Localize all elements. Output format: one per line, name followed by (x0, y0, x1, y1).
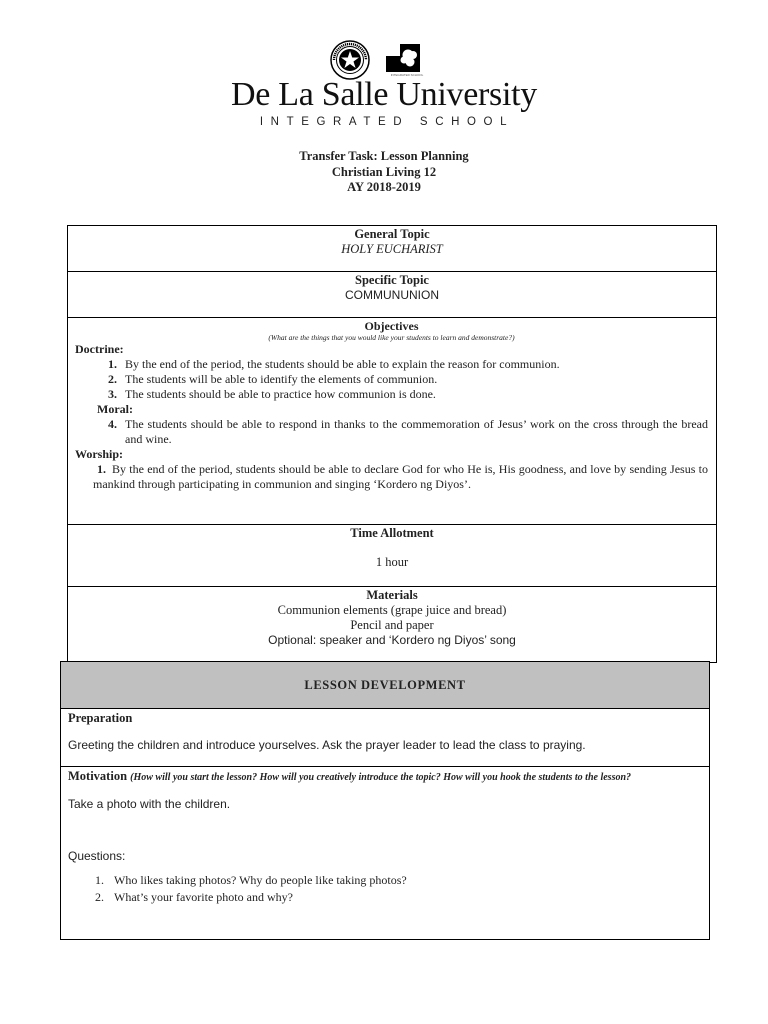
motivation-label: Motivation (68, 769, 128, 783)
general-topic-label: General Topic (354, 227, 430, 241)
mark-caption: INTEGRATED SCHOOL (390, 73, 424, 77)
university-name: De La Salle University (231, 76, 537, 113)
worship-objective (75, 462, 708, 492)
objectives-cell (68, 318, 716, 525)
lesson-plan-table (67, 225, 717, 663)
objective-item (75, 387, 708, 402)
moral-label: Moral: (97, 402, 133, 416)
question-item (68, 872, 702, 889)
title-line-2: Christian Living 12 (331, 164, 437, 179)
materials-label: Materials (366, 588, 418, 602)
objective-number: 2. (108, 372, 117, 386)
school-name: INTEGRATED SCHOOL (259, 116, 515, 128)
general-topic-value: HOLY EUCHARIST (341, 242, 443, 256)
objective-text: The students should be able to practice how communion is done. (125, 387, 436, 401)
objective-number: 1. (108, 357, 117, 371)
preparation-cell (61, 709, 709, 767)
objective-text: By the end of the period, students should be able to declare God for who He is, His goodness, and love by sending Jesus to mankind through participating in communion and singing ‘Kordero ng Diyos’. (93, 462, 708, 491)
university-seal-icon (330, 40, 370, 80)
motivation-text: Take a photo with the children. (68, 797, 231, 811)
title-line-1: Transfer Task: Lesson Planning (299, 149, 469, 163)
document-title (0, 149, 768, 196)
objectives-note: (What are the things that you would like your students to learn and demonstrate?) (268, 333, 515, 342)
time-allotment-cell (68, 526, 716, 587)
objective-text: By the end of the period, the students should be able to explain the reason for communion. (125, 357, 560, 371)
objectives-label: Objectives (364, 319, 419, 333)
worship-label: Worship: (75, 447, 124, 461)
objective-item (75, 357, 708, 372)
question-number: 1. (95, 873, 104, 887)
objective-number: 1. (97, 462, 106, 476)
preparation-text: Greeting the children and introduce yourselves. Ask the prayer leader to lead the class to praying. (68, 738, 586, 752)
motivation-prompt: (How will you start the lesson? How will you creatively introduce the topic? How will you hook the students to the lesson? (130, 772, 632, 783)
objective-number: 4. (108, 417, 117, 431)
specific-topic-value: COMMUNUNION (345, 288, 439, 302)
question-text: What’s your favorite photo and why? (114, 890, 293, 904)
doctrine-label: Doctrine: (75, 342, 124, 356)
objective-item (75, 372, 708, 387)
motivation-cell (61, 767, 709, 939)
question-item (68, 889, 702, 906)
time-allotment-label: Time Allotment (350, 526, 434, 540)
lesson-development-table (60, 661, 710, 940)
objective-number: 3. (108, 387, 117, 401)
material-item: Communion elements (grape juice and bread) (277, 603, 507, 617)
title-line-3: AY 2018-2019 (347, 180, 421, 194)
questions-label: Questions: (68, 849, 126, 863)
objective-text: The students should be able to respond in thanks to the commemoration of Jesus’ work on the cross through the bread and wine. (125, 417, 708, 446)
preparation-label: Preparation (68, 711, 133, 725)
objective-item (75, 417, 708, 447)
question-text: Who likes taking photos? Why do people like taking photos? (114, 873, 407, 887)
materials-cell (68, 588, 716, 663)
specific-topic-cell (68, 272, 716, 318)
time-allotment-value: 1 hour (375, 555, 409, 569)
question-number: 2. (95, 890, 104, 904)
lesson-development-heading: LESSON DEVELOPMENT (61, 662, 709, 709)
specific-topic-label: Specific Topic (355, 273, 429, 287)
objective-text: The students will be able to identify the elements of communion. (125, 372, 438, 386)
material-item: Optional: speaker and ‘Kordero ng Diyos’ song (268, 633, 516, 647)
general-topic-cell (68, 226, 716, 272)
material-item: Pencil and paper (350, 618, 434, 632)
